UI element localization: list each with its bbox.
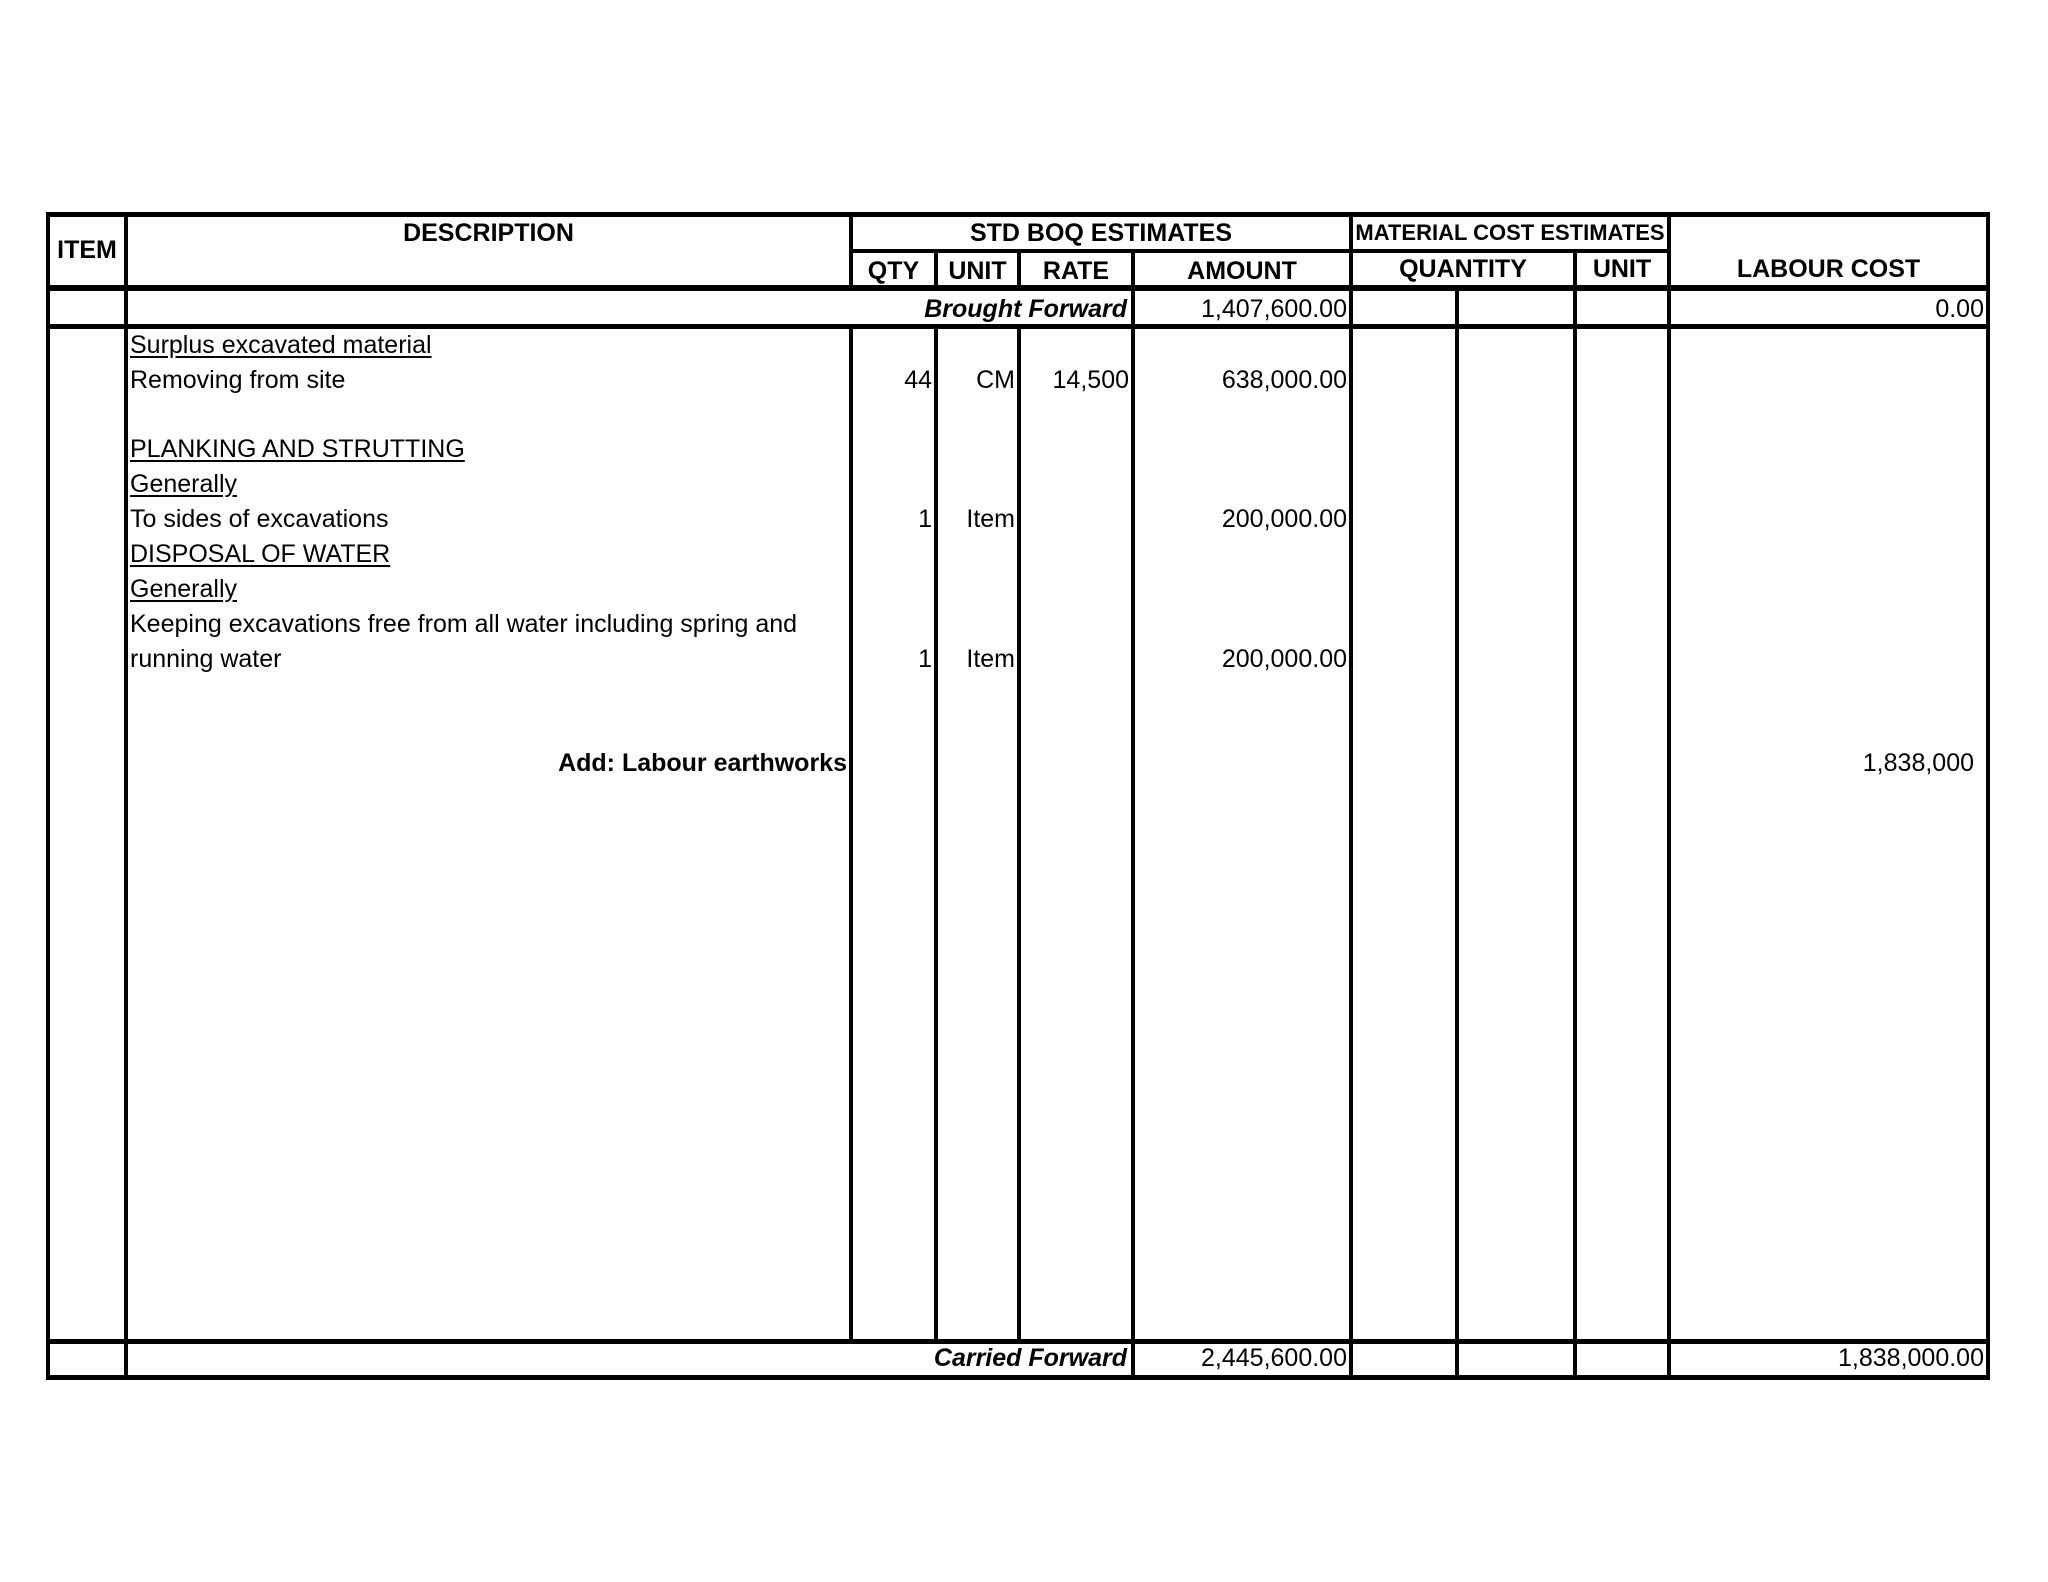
header-rate: RATE: [1042, 257, 1110, 285]
rule-bottom: [46, 1375, 1990, 1380]
line-water-amount: 200,000.00: [1221, 645, 1347, 673]
line-planking-heading: PLANKING AND STRUTTING: [130, 435, 465, 463]
carried-forward-label: Carried Forward: [933, 1344, 1127, 1372]
carried-forward-amount: 2,445,600.00: [1201, 1344, 1347, 1372]
header-labour-cost: LABOUR COST: [1736, 255, 1921, 283]
line-sides-amount: 200,000.00: [1221, 505, 1347, 533]
header-unit: UNIT: [948, 257, 1007, 285]
line-planking-generally: Generally: [130, 470, 237, 498]
line-water-qty: 1: [918, 645, 932, 673]
line-keeping-excavations: Keeping excavations free from all water including spring and: [130, 610, 798, 638]
brought-forward-labour: 0.00: [1935, 295, 1984, 323]
rule-item: [124, 212, 128, 1380]
labour-add-label: Add: Labour earthworks: [558, 749, 847, 777]
carried-forward-labour: 1,838,000.00: [1838, 1344, 1984, 1372]
rule-unit-body: [1017, 324, 1021, 1344]
line-sides-of-excavations: To sides of excavations: [130, 505, 389, 533]
line-removing-qty: 44: [904, 366, 932, 394]
line-removing-unit: CM: [976, 366, 1015, 394]
header-mat-quantity: QUANTITY: [1399, 255, 1527, 283]
rule-unit2-left: [1573, 249, 1577, 1380]
rule-desc-body: [849, 324, 853, 1344]
line-removing-amount: 638,000.00: [1221, 366, 1347, 394]
rule-top: [46, 212, 1990, 217]
line-removing-from-site: Removing from site: [130, 366, 346, 394]
brought-forward-label: Brought Forward: [924, 295, 1127, 323]
line-sides-unit: Item: [966, 505, 1015, 533]
rule-qty-body: [934, 324, 938, 1344]
rule-group-header: [849, 249, 1667, 253]
rule-labour-left: [1667, 212, 1671, 1380]
rule-amount-left: [1131, 249, 1135, 1380]
line-sides-qty: 1: [918, 505, 932, 533]
line-surplus-heading: Surplus excavated material: [130, 331, 432, 359]
header-material-group: MATERIAL COST ESTIMATES: [1355, 220, 1665, 245]
header-qty: QTY: [867, 257, 920, 285]
line-disposal-generally: Generally: [130, 575, 237, 603]
header-amount: AMOUNT: [1187, 257, 1297, 285]
header-std-group: STD BOQ ESTIMATES: [969, 219, 1233, 247]
line-disposal-heading: DISPOSAL OF WATER: [130, 540, 391, 568]
rule-quantity-split: [1455, 288, 1459, 1380]
header-mat-unit: UNIT: [1592, 255, 1652, 283]
line-removing-rate: 14,500: [1052, 366, 1129, 394]
rule-right: [1986, 212, 1990, 1380]
rule-left: [46, 212, 50, 1380]
line-running-water: running water: [130, 645, 282, 673]
brought-forward-amount: 1,407,600.00: [1201, 295, 1347, 323]
header-item: ITEM: [57, 236, 117, 264]
rule-amount-right: [1349, 212, 1353, 1380]
labour-add-value: 1,838,000: [1862, 749, 1974, 777]
line-water-unit: Item: [966, 645, 1015, 673]
header-description: DESCRIPTION: [403, 219, 574, 247]
